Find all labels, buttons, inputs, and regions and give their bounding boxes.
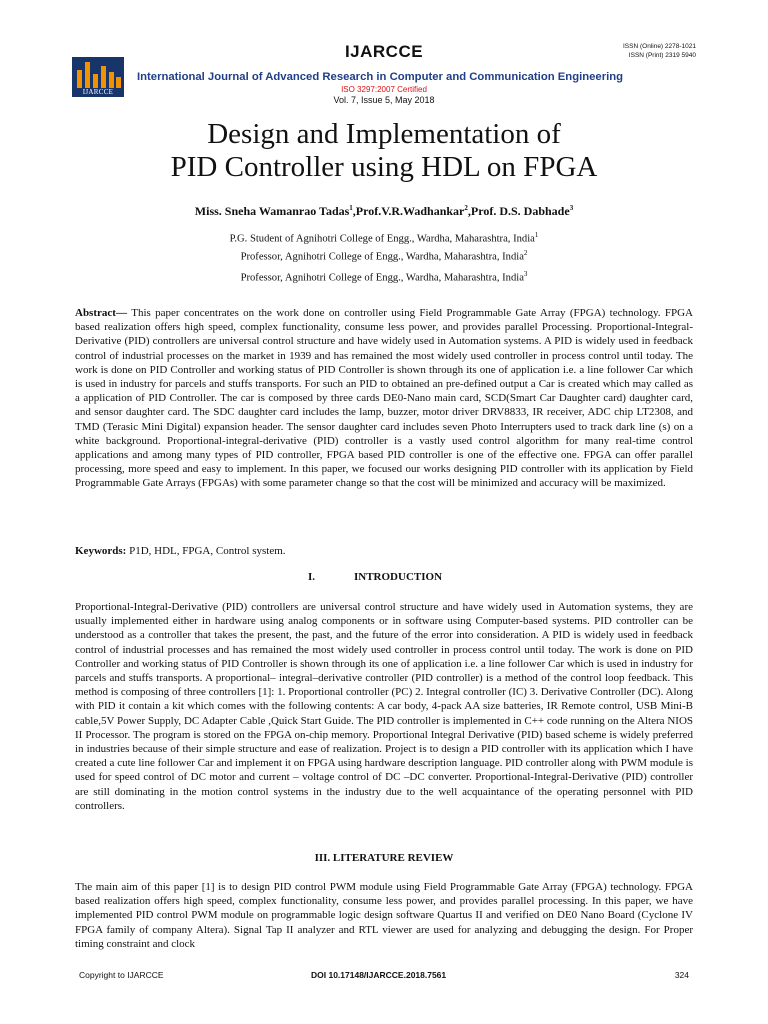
affiliation-text: Professor, Agnihotri College of Engg., Wardha, Maharashtra, India xyxy=(240,251,524,263)
affiliation xyxy=(0,249,768,263)
issn-block xyxy=(623,42,696,60)
author-name: Prof.V.R.Wadhankar xyxy=(355,204,465,218)
journal-short-name: IJARCCE xyxy=(344,42,424,61)
author-superscript: 1 xyxy=(349,204,353,212)
issn-print: ISSN (Print) 2319 5940 xyxy=(628,52,696,59)
author-name: Prof. D.S. Dabhade xyxy=(470,204,570,218)
logo-text: IJARCCE xyxy=(82,88,114,96)
issn-online: ISSN (Online) 2278-1021 xyxy=(623,43,696,50)
abstract-text: This paper concentrates on the work done on controller using Field Programmable Gate Array (FPGA) technology. FPGA based realization offers high speed, complex functionality, consume less power, and provides parallel Processing. Proportional-Integral-Derivative (PID) controllers are universal control structure and have widely used in Automation systems. A PID is widely used in feedback control of industrial processes on the market in 1939 and has remained the most widely used controller in process control until today. The work is done on PID Controller and working status of PID Controller is shown through its one of application i.e. a line follower Car which is used in industry for parcels and stuffs transports. For such an PID to obtained an pre-defined output a Car is created which may called as a application of PID Controller. The car is composed by three cards DE0-Nano main card, SCD(Smart Car Daughter card) daughter card, and sensor daughter card. The SDC daughter card includes the lamp, buzzer, motor driver DRV8833, IR receiver, ADC chip LT2308, and TMD (Terasic Mini Digital) expansion header. The sensor daughter card includes seven Photo Interrupters used to track dark line (s) on a white background. Proportional-integral-derivative (PID) controller is a vastly used control algorithm for many real-time control applications and among many types of PID controller, FPGA based PID controller is one of the effective one. FPGA can offer parallel processing, more speed and easy to implement. In this paper, we focused our works designing PID controller with its application by Field Programmable Gate Arrays (FPGAs) with some parameter change so that the cost will be minimized and accuracy will be maximized. xyxy=(75,307,693,490)
title-line-2: PID Controller using HDL on FPGA xyxy=(170,151,598,183)
iso-certification: ISO 3297:2007 Certified xyxy=(341,85,427,94)
abstract xyxy=(75,306,693,491)
affiliation-superscript: 1 xyxy=(534,231,539,239)
section-title: INTRODUCTION xyxy=(354,571,443,583)
affiliation xyxy=(0,231,768,245)
affiliation-superscript: 3 xyxy=(523,270,528,278)
title-line-1: Design and Implementation of xyxy=(207,118,561,150)
author-separator: , xyxy=(467,204,471,218)
author-name: Miss. Sneha Wamanrao Tadas xyxy=(194,204,350,218)
abstract-dash: — xyxy=(115,307,132,319)
keywords-text: P1D, HDL, FPGA, Control system. xyxy=(126,545,286,557)
volume-issue: Vol. 7, Issue 5, May 2018 xyxy=(333,95,435,105)
literature-review-paragraph: The main aim of this paper [1] is to design PID control PWM module using Field Programmable Gate Array (FPGA) technology. FPGA based realization offers high speed, complex functionality, consume less power, and provides parallel processing. In this paper, we have implemented PID control PWM module on programmable logic design software Quartus II and verified on DE0 Nano Board (Cyclone IV FPGA family of company Altera). Signal Tap II analyzer and RTL viewer are used for analyzing and debugging the design. For Proper timing constraint and clock xyxy=(75,881,693,950)
author-list xyxy=(0,204,768,219)
affiliation xyxy=(0,270,768,284)
page-number: 324 xyxy=(674,970,689,980)
footer-doi: DOI 10.17148/IJARCCE.2018.7561 xyxy=(311,970,447,980)
section-heading-literature-review: III. LITERATURE REVIEW xyxy=(314,852,454,864)
affiliation-text: P.G. Student of Agnihotri College of Engg., Wardha, Maharashtra, India xyxy=(229,233,535,245)
author-superscript: 2 xyxy=(464,204,468,212)
section-number: I. xyxy=(308,571,316,583)
journal-full-name: International Journal of Advanced Research in Computer and Communication Engineering xyxy=(137,71,624,83)
affiliation-superscript: 2 xyxy=(523,249,528,257)
section-heading-introduction xyxy=(308,571,442,583)
abstract-label: Abstract xyxy=(75,307,116,319)
affiliation-text: Professor, Agnihotri College of Engg., Wardha, Maharashtra, India xyxy=(240,272,524,284)
keywords-label: Keywords: xyxy=(75,545,127,557)
footer-copyright: Copyright to IJARCCE xyxy=(79,970,164,980)
introduction-paragraph: Proportional-Integral-Derivative (PID) controllers are universal control structure and have widely used in Automation systems, they are usually implemented either in hardware using analog components or in software using Computer-based systems. PID controller can be understood as a controller that takes the present, the past, and the future of the error into consideration. A PID is widely used in feedback control of industrial processes and has remained the most widely used controller in process control until today. The work is done on PID Controller and working status of PID Controller is shown through its one of application i.e. a line follower Car which is used in industry for parcels and stuffs transports. A proportional– integral–derivative controller (PID controller) is a method of the control loop feedback. This method is composing of three controllers [1]: 1. Proportional controller (PC) 2. Integral controller (IC) 3. Derivative Controller (DC). Along with PID it contain a kit which comes with the following contents: A car body, 4-pack AA size batteries, IR Remote control, USB Mini-B cable,5V Power Supply, DC Adapter Cable ,Quick Start Guide. The PID controller is implemented in C++ code running on the Altera NIOS II Processor. The program is stored on the FPGA on-chip memory. Proportional Integral Derivative (PID) based scheme is widely preferred in industries because of their simple structure and ease of realization. Project is to design a PID controller with its application which I have created a cute line follower Car and implement it on FPGA using hardware description language. PID controller along with PWM module is used for speed control of DC motor and current – voltage control of DC –DC converter. Proportional-Integral-Derivative (PID) controller are still dominating in the motion control systems in the industry due to the well acquaintance of the operating personnel with PID controllers. xyxy=(75,601,693,812)
keywords xyxy=(75,544,693,558)
paper-title xyxy=(0,118,768,184)
author-separator: , xyxy=(352,204,356,218)
author-superscript: 3 xyxy=(569,204,574,212)
